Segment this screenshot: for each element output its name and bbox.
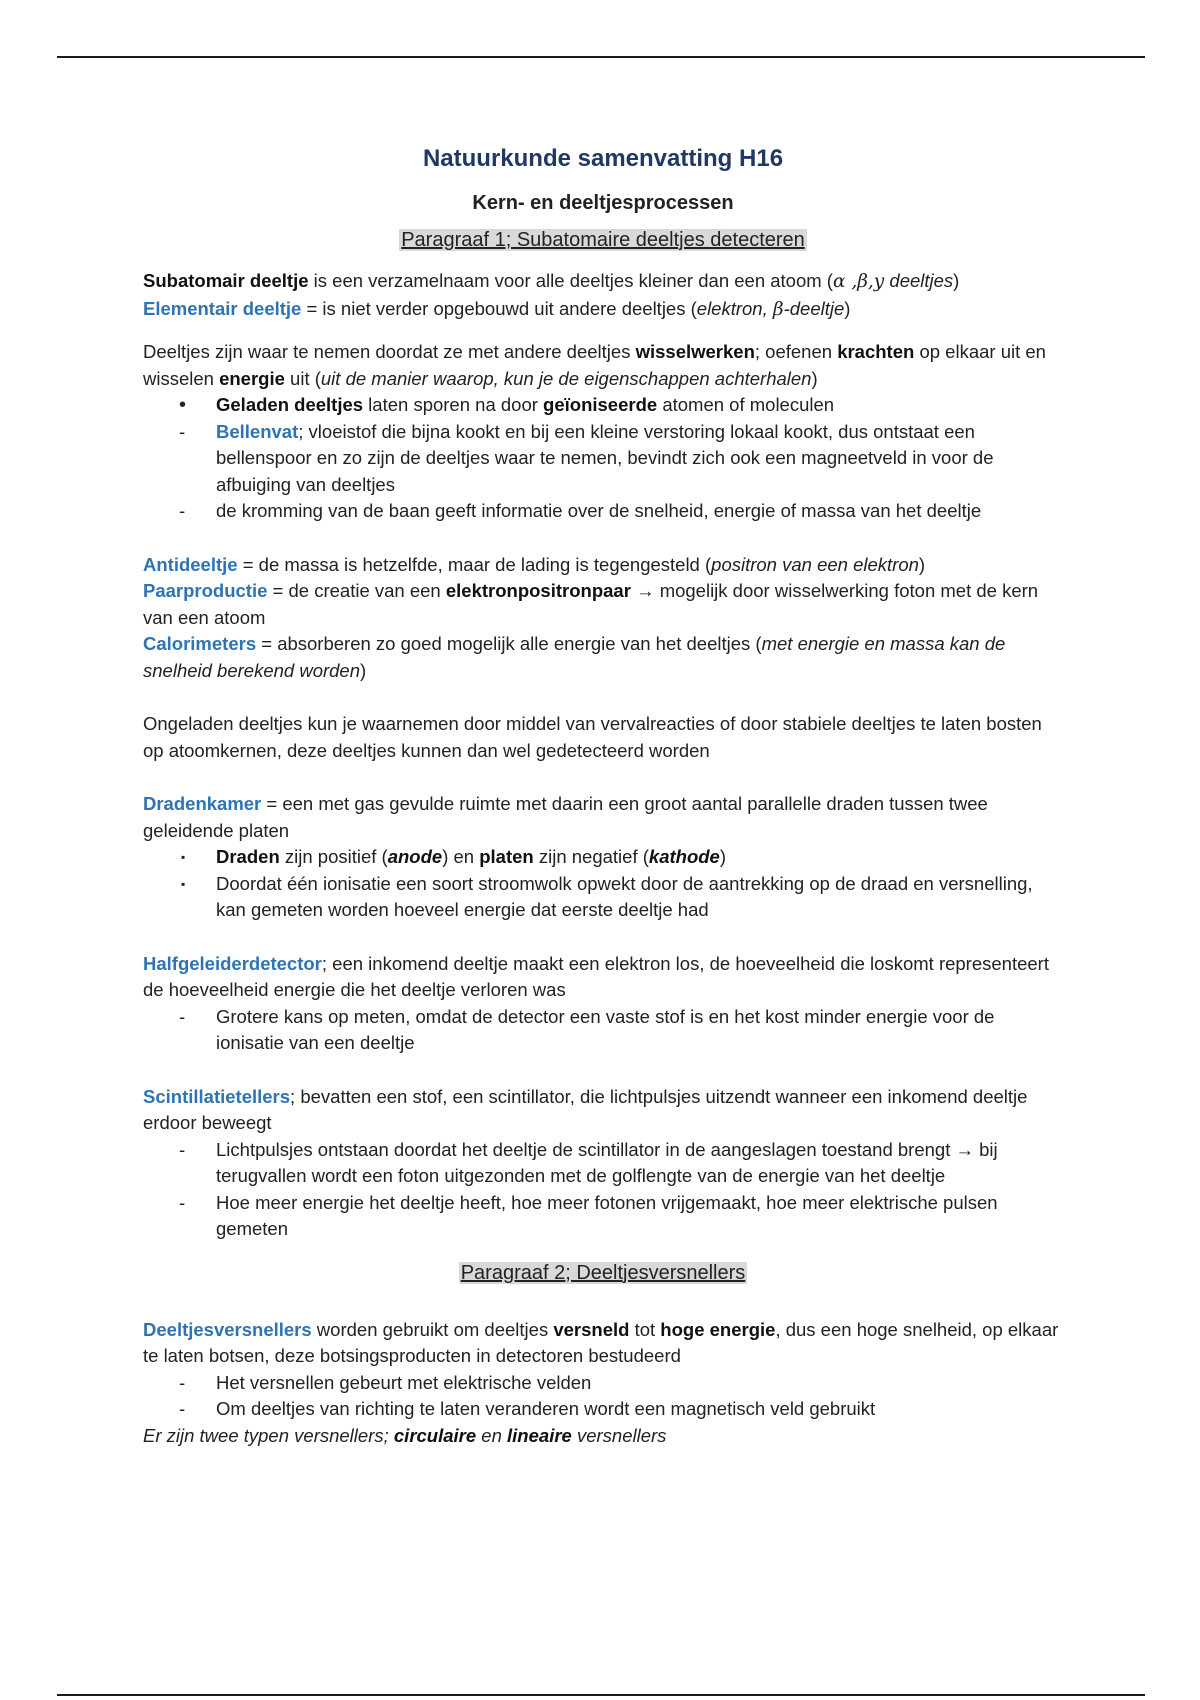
arrow-icon: → [955, 1138, 974, 1160]
arrow-icon: → [630, 580, 660, 601]
section-heading-1: Paragraaf 1; Subatomaire deeltjes detecteren [401, 229, 805, 251]
footer-rule [57, 1694, 1145, 1696]
list-item: - Het versnellen gebeurt met elektrische velden [143, 1370, 1063, 1397]
document-subtitle: Kern- en deeltjesprocessen [472, 192, 734, 214]
document-body [143, 140, 1063, 1449]
paragraph-ongeladen: Ongeladen deeltjes kun je waarnemen door middel van vervalreacties of door stabiele deeltjes te laten bosten op atoomkernen, deze deeltjes kunnen dan wel gedetecteerd worden [143, 713, 1042, 761]
dash-marker: - [179, 500, 186, 521]
paragraph-calorimeters: Calorimeters = absorberen zo goed mogelijk alle energie van het deeltjes (met energie en massa kan de snelheid berekend worden) [143, 633, 1006, 681]
dash-marker: - [179, 1191, 186, 1213]
square-list-dradenkamer [143, 844, 1063, 924]
paragraph-elementair: Elementair deeltje = is niet verder opgebouwd uit andere deeltjes (elektron, β-deeltje) [143, 297, 851, 320]
paragraph-deeltjesversnellers: Deeltjesversnellers worden gebruikt om deeltjes versneld tot hoge energie, dus een hoge snelheid, op elkaar te laten botsen, deze botsingsproducten in detectoren bestudeerd [143, 1318, 1059, 1366]
bullet-marker: • [179, 394, 187, 416]
list-item: - Om deeltjes van richting te laten veranderen wordt een magnetisch veld gebruikt [143, 1396, 1063, 1423]
list-item: - de kromming van de baan geeft informatie over de snelheid, energie of massa van het deeltje [143, 498, 1063, 525]
list-item: ▪ Draden zijn positief (anode) en platen zijn negatief (kathode) [143, 844, 1063, 871]
dash-list-halfgeleider [143, 1004, 1063, 1057]
paragraph-subatomair: Subatomair deeltje is een verzamelnaam voor alle deeltjes kleiner dan een atoom (α ,β,y deeltjes) [143, 270, 960, 292]
document-title: Natuurkunde samenvatting H16 [422, 145, 784, 172]
paragraph-typen-versnellers: Er zijn twee typen versnellers; circulaire en lineaire versnellers [143, 1424, 667, 1446]
paragraph-halfgeleiderdetector: Halfgeleiderdetector; een inkomend deeltje maakt een elektron los, de hoeveelheid die loskomt representeert de hoeveelheid energie die het deeltje verloren was [143, 952, 1049, 1000]
section-heading-2: Paragraaf 2; Deeltjesversnellers [460, 1261, 746, 1284]
list-item: ▪ Doordat één ionisatie een soort stroomwolk opwekt door de aantrekking op de draad en versnelling, kan gemeten worden hoeveel energie dat eerste deeltje had [181, 872, 1033, 920]
paragraph-wisselwerken: Deeltjes zijn waar te nemen doordat ze met andere deeltjes wisselwerken; oefenen krachten op elkaar uit en wisselen energie uit (uit de manier waarop, kun je de eigenschappen achterhalen) [143, 341, 1046, 389]
list-item: - Hoe meer energie het deeltje heeft, hoe meer fotonen vrijgemaakt, hoe meer elektrische pulsen gemeten [179, 1191, 998, 1239]
list-item: • Geladen deeltjes laten sporen na door geïoniseerde atomen of moleculen [143, 392, 1063, 419]
paragraph-scintillatietellers: Scintillatietellers; bevatten een stof, een scintillator, die lichtpulsjes uitzendt wanneer een inkomend deeltje erdoor beweegt [143, 1085, 1028, 1133]
dash-list-bellenvat [143, 419, 1063, 525]
list-item: - Bellenvat; vloeistof die bijna kookt en bij een kleine verstoring lokaal kookt, dus ontstaat een bellenspoor en zo zijn de deeltjes waar te nemen, bevindt zich ook een magneetveld in voor de afbuiging van deeltjes [179, 420, 994, 495]
bullet-list-detectie [143, 392, 1063, 419]
dash-marker: - [179, 1371, 186, 1393]
dash-list-versnellers [143, 1370, 1063, 1423]
dash-marker: - [179, 1005, 186, 1027]
list-item: - Grotere kans op meten, omdat de detector een vaste stof is en het kost minder energie voor de ionisatie van een deeltje [179, 1005, 995, 1053]
paragraph-paarproductie: Paarproductie = de creatie van een elektronpositronpaar → mogelijk door wisselwerking foton met de kern van een atoom [143, 580, 1039, 628]
dash-list-scintillatie [143, 1137, 1063, 1243]
header-rule [57, 56, 1145, 58]
list-item: - Lichtpulsjes ontstaan doordat het deeltje de scintillator in de aangeslagen toestand brengt → bij terugvallen wordt een foton uitgezonden met de golflengte van de energie van het deeltje [179, 1138, 998, 1186]
dash-marker: - [179, 1398, 186, 1419]
square-marker: ▪ [181, 876, 186, 891]
square-marker: ▪ [181, 850, 186, 864]
dash-marker: - [179, 420, 186, 442]
dash-marker: - [179, 1138, 186, 1160]
paragraph-antideeltje: Antideeltje = de massa is hetzelfde, maar de lading is tegengesteld (positron van een elektron) [143, 553, 926, 575]
paragraph-dradenkamer: Dradenkamer = een met gas gevulde ruimte met daarin een groot aantal parallelle draden tussen twee geleidende platen [143, 793, 988, 841]
